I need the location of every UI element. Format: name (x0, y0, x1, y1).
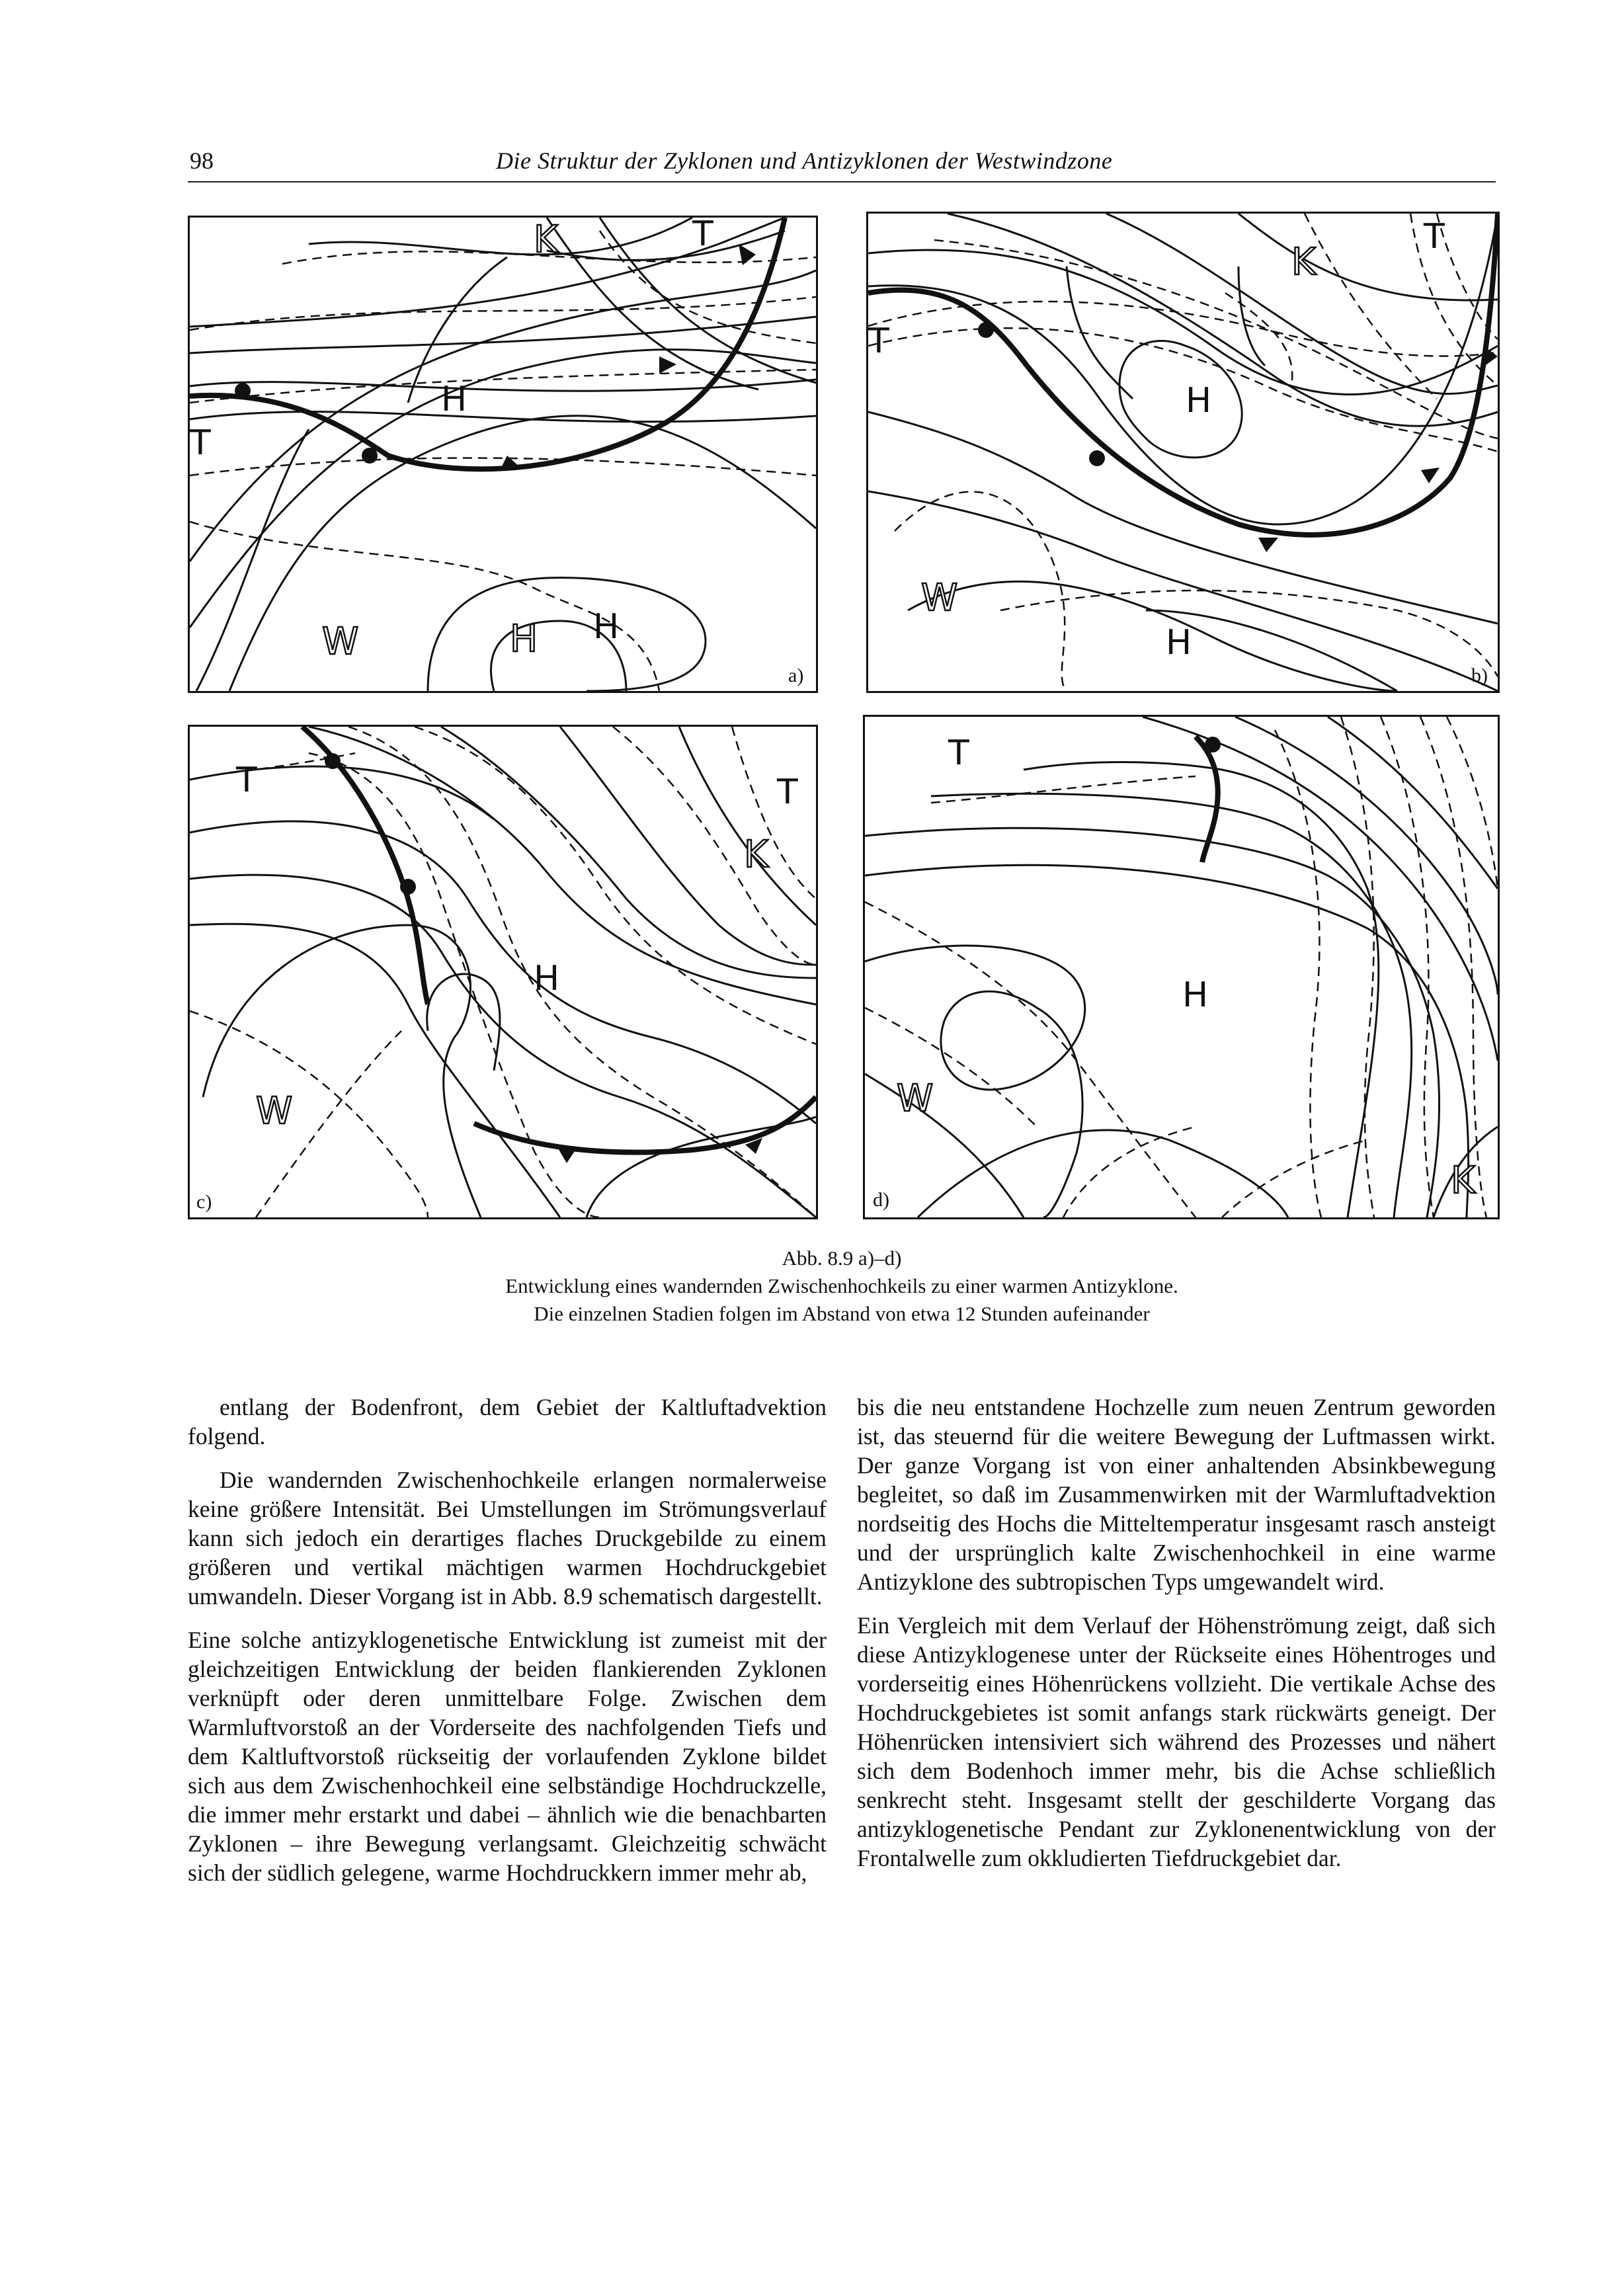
label-h: H (534, 959, 560, 998)
paragraph: entlang der Bodenfront, dem Gebiet der Kaltluftadvektion folgend. (188, 1394, 827, 1449)
label-w: W (921, 577, 958, 620)
caption-line-3: Die einzelnen Stadien folgen im Abstand von etwa 12 Stunden aufeinander (534, 1302, 1150, 1325)
paragraph: bis die neu entstandene Hochzelle zum neuen Zentrum geworden ist, das steuernd für die weitere Bewegung der Luftmassen wirkt. Der ganze Vorgang ist von einer anhaltenden Absinkbewegung begleitet, so daß im Zusammenwirken mit der Warmluftadvektion nordseitig des Hochs die Mitteltemperatur insgesamt rasch ansteigt und der ursprünglich kalte Zwischenhochkeil in eine warme Antizyklone des subtropischen Typs umgewandelt wird. (857, 1394, 1496, 1595)
label-k: K (534, 218, 558, 261)
weather-map-a (190, 218, 816, 691)
label-h-upper: H (1186, 381, 1212, 421)
label-k: K (1291, 241, 1316, 284)
figure-panel-a (188, 216, 818, 693)
label-t-left: T (236, 760, 257, 800)
paragraph: Die wandernden Zwischenhochkeile erlangen normalerweise keine größere Intensität. Bei Umstellungen im Strömungsverlauf kann sich jedoch ein derartiges flaches Druckgebilde zu einem größeren und vertikal mächtigen warmen Hochdruckgebiet umwandeln. Dieser Vorgang ist in Abb. 8.9 schematisch dargestellt. (188, 1467, 827, 1609)
label-t-left: T (868, 321, 889, 361)
label-w: W (256, 1090, 293, 1133)
label-t-left: T (190, 423, 211, 463)
label-k: K (1451, 1159, 1475, 1202)
running-title: Die Struktur der Zyklonen und Antizyklonen der Westwindzone (496, 147, 1113, 174)
figure-panel-c (188, 725, 818, 1219)
figure-caption (188, 1244, 1496, 1328)
label-t: T (948, 733, 969, 773)
weather-map-c (190, 727, 816, 1217)
text-column-left (188, 1393, 827, 1902)
caption-line-1: Abb. 8.9 a)–d) (782, 1246, 902, 1270)
panel-label-c: c) (196, 1191, 212, 1213)
label-h-lower: H (1166, 623, 1192, 663)
panel-label-d: d) (873, 1189, 889, 1211)
figure-panel-d (863, 715, 1500, 1219)
paragraph: Eine solche antizyklogenetische Entwicklung ist zumeist mit der gleichzeitigen Entwicklung der beiden flankierenden Zyklonen verknüpft oder deren unmittelbare Folge. Zwischen dem Warmluftvorstoß an der Vorderseite des nachfolgenden Tiefs und dem Kaltluftvorstoß rückseitig der vorlaufenden Zyklone bildet sich aus dem Zwischenhochkeil eine selbständige Hochdruckzelle, die immer mehr erstarkt und dabei – ähnlich wie die benachbarten Zyklonen – ihre Bewegung verlangsamt. Gleichzeitig schwächt sich der südlich gelegene, warme Hochdruckkern immer mehr ab, (188, 1627, 827, 1886)
label-h-lower: H (593, 607, 620, 647)
label-h-outline: H (510, 618, 538, 661)
label-t-top: T (692, 218, 713, 254)
text-column-right (857, 1393, 1496, 1887)
label-h-upper: H (441, 380, 467, 419)
page-number: 98 (190, 147, 214, 174)
weather-map-b (868, 214, 1498, 691)
panel-label-b: b) (1471, 665, 1488, 686)
label-t-right: T (777, 772, 798, 812)
header-rule (188, 181, 1496, 183)
weather-map-d (865, 717, 1498, 1217)
label-w: W (897, 1077, 934, 1120)
paragraph: Ein Vergleich mit dem Verlauf der Höhenströmung zeigt, daß sich diese Antizyklogenese unter der Rückseite eines Höhentroges und vorderseitig eines Höhenrückens vollzieht. Die vertikale Achse des Hochdruckgebietes ist somit anfangs stark rückwärts geneigt. Der Höhenrücken intensiviert sich während des Prozesses und nähert sich dem Bodenhoch immer mehr, bis die Achse schließlich senkrecht steht. Insgesamt stellt der geschilderte Vorgang das antizyklogenetische Pendant zur Zyklonenentwicklung von der Frontalwelle zum okkludierten Tiefdruckgebiet dar. (857, 1612, 1496, 1871)
label-w: W (322, 620, 359, 663)
label-k: K (744, 833, 768, 876)
caption-line-2: Entwicklung eines wandernden Zwischenhochkeils zu einer warmen Antizyklone. (505, 1274, 1178, 1297)
label-t-top: T (1424, 217, 1445, 257)
panel-label-a: a) (788, 665, 804, 686)
label-h: H (1182, 975, 1209, 1015)
figure-panel-b (866, 212, 1500, 693)
